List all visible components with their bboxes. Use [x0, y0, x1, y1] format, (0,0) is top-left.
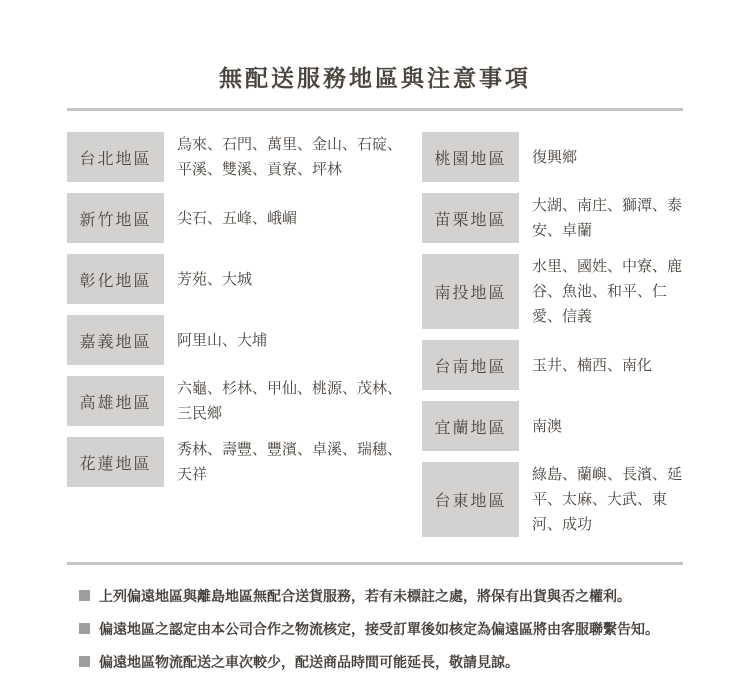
- region-label: 高雄地區: [67, 376, 164, 426]
- region-areas: 尖石、五峰、峨嵋: [177, 209, 298, 227]
- region-column-left: [67, 132, 405, 548]
- note-text: 偏遠地區物流配送之車次較少，配送商品時間可能延長，敬請見諒。: [99, 654, 519, 670]
- square-bullet-icon: [79, 623, 90, 634]
- note-item: [79, 586, 683, 606]
- region-label: 花蓮地區: [67, 437, 164, 487]
- region-areas: 芳苑、大城: [177, 270, 253, 288]
- region-row-taoyuan: [422, 132, 683, 182]
- note-item: [79, 619, 683, 639]
- region-row-taitung: [422, 462, 683, 537]
- region-label: 台南地區: [422, 340, 519, 390]
- region-areas: 南澳: [532, 417, 563, 435]
- region-areas: 阿里山、大埔: [177, 331, 268, 349]
- region-label: 新竹地區: [67, 193, 164, 243]
- note-text: 偏遠地區之認定由本公司合作之物流核定，接受訂單後如核定為偏遠區將由客服聯繫告知。: [99, 621, 659, 637]
- region-row-taipei: [67, 132, 405, 182]
- region-label: 台北地區: [67, 132, 164, 182]
- page-title: 無配送服務地區與注意事項: [219, 65, 531, 91]
- note-item: [79, 652, 683, 672]
- region-label: 南投地區: [422, 254, 519, 329]
- notes-divider: [67, 562, 683, 565]
- region-areas: 烏來、石門、萬里、金山、石碇、平溪、雙溪、貢寮、坪林: [177, 136, 403, 178]
- region-areas: 水里、國姓、中寮、鹿谷、魚池、和平、仁愛、信義: [532, 258, 683, 325]
- region-label: 苗栗地區: [422, 193, 519, 243]
- square-bullet-icon: [79, 656, 90, 667]
- region-row-yilan: [422, 401, 683, 451]
- region-areas: 復興鄉: [532, 148, 578, 166]
- region-row-miaoli: [422, 193, 683, 243]
- region-table: [67, 132, 683, 548]
- region-areas: 六龜、杉林、甲仙、桃源、茂林、三民鄉: [177, 380, 403, 422]
- region-row-tainan: [422, 340, 683, 390]
- region-areas: 秀林、壽豐、豐濱、卓溪、瑞穗、天祥: [177, 441, 403, 483]
- region-areas: 綠島、蘭嶼、長濱、延平、太麻、大武、東河、成功: [532, 466, 683, 533]
- region-areas: 玉井、楠西、南化: [532, 356, 653, 374]
- region-label: 嘉義地區: [67, 315, 164, 365]
- region-areas: 大湖、南庄、獅潭、泰安、卓蘭: [532, 197, 683, 239]
- region-label: 宜蘭地區: [422, 401, 519, 451]
- notes-list: [67, 586, 683, 672]
- region-row-hualien: [67, 437, 405, 487]
- region-row-changhua: [67, 254, 405, 304]
- square-bullet-icon: [79, 590, 90, 601]
- region-label: 台東地區: [422, 462, 519, 537]
- region-column-right: [422, 132, 683, 548]
- note-text: 上列偏遠地區與離島地區無配合送貨服務，若有未標註之處，將保有出貨與否之權利。: [99, 588, 631, 604]
- region-label: 彰化地區: [67, 254, 164, 304]
- region-row-hsinchu: [67, 193, 405, 243]
- title-divider: [67, 108, 683, 111]
- region-row-kaohsiung: [67, 376, 405, 426]
- region-row-chiayi: [67, 315, 405, 365]
- region-label: 桃園地區: [422, 132, 519, 182]
- region-row-nantou: [422, 254, 683, 329]
